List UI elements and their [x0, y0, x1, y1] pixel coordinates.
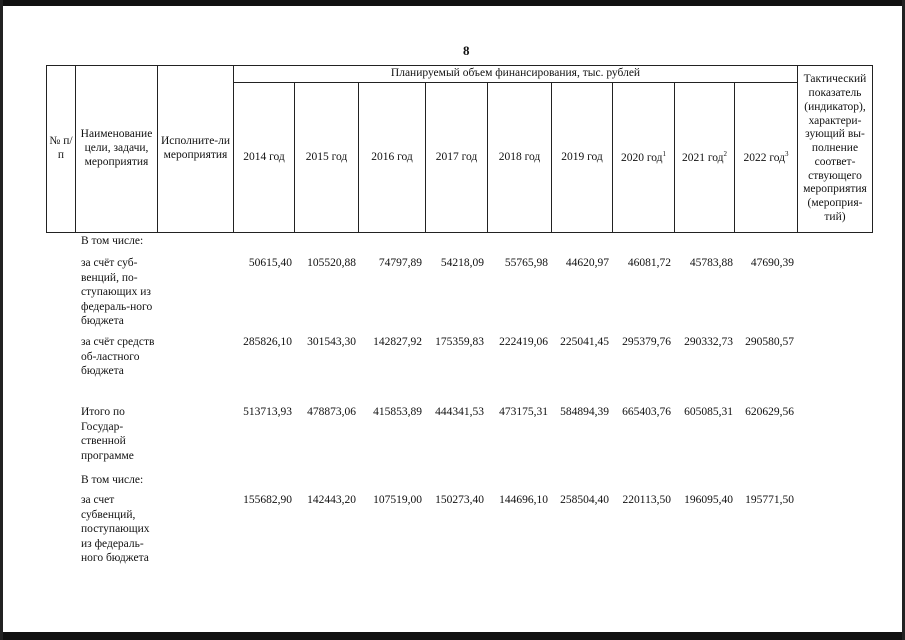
- row-value: 55765,98: [504, 257, 548, 269]
- row-value: 105520,88: [307, 257, 356, 269]
- row-value: 142827,92: [373, 336, 422, 348]
- row-value: 44620,97: [565, 257, 609, 269]
- year-label: 2019 год: [561, 150, 603, 163]
- header-table: [46, 65, 873, 233]
- year-label: 2018 год: [498, 150, 541, 163]
- scan-border-top: [0, 0, 905, 6]
- row-value: 290580,57: [745, 336, 794, 348]
- row-value: 513713,93: [243, 406, 292, 418]
- row-value: 473175,31: [499, 406, 548, 418]
- row-value: 258504,40: [560, 494, 609, 506]
- col-header-year: [234, 83, 295, 233]
- col-header-name: Наименование цели, задачи, мероприятия: [76, 66, 158, 233]
- row-value: 45783,88: [689, 257, 733, 269]
- scan-border-left: [0, 0, 3, 640]
- page-number: 8: [463, 43, 470, 58]
- row-value: 220113,50: [622, 494, 671, 506]
- row-value: 478873,06: [307, 406, 356, 418]
- row-value: 196095,40: [684, 494, 733, 506]
- row-value: 50615,40: [248, 257, 292, 269]
- year-label: 2022 год: [743, 151, 786, 164]
- year-label: 2020 год: [620, 151, 663, 164]
- row-value: 295379,76: [622, 336, 671, 348]
- row-value: 584894,39: [560, 406, 609, 418]
- row-value: 74797,89: [378, 257, 422, 269]
- row-value: 444341,53: [435, 406, 484, 418]
- col-header-year: [552, 83, 613, 233]
- col-header-year: [735, 83, 798, 233]
- row-name: за счет субвенций, поступающих из федераль-ного бюджета: [81, 494, 150, 564]
- col-header-indicator: Тактический показатель (индикатор), характери-зующий вы-полнение соответ-ствующего мероприятия (мероприя-тий): [798, 66, 873, 233]
- year-label: 2021 год: [681, 151, 724, 164]
- row-value: 285826,10: [243, 336, 292, 348]
- footnote-mark: 2: [723, 149, 728, 158]
- row-name: за счёт средств об-ластного бюджета: [81, 336, 155, 377]
- row-value: 195771,50: [745, 494, 794, 506]
- col-header-year: [488, 83, 552, 233]
- col-header-year: [613, 83, 675, 233]
- col-header-year: [295, 83, 359, 233]
- year-label: 2014 год: [243, 150, 285, 163]
- footnote-mark: 1: [662, 149, 667, 158]
- row-value: 290332,73: [684, 336, 733, 348]
- year-label: 2017 год: [435, 150, 478, 163]
- col-header-year: [359, 83, 426, 233]
- row-value: 47690,39: [750, 257, 794, 269]
- row-value: 605085,31: [684, 406, 733, 418]
- col-header-number: № п/п: [47, 66, 76, 233]
- row-value: 144696,10: [499, 494, 548, 506]
- row-name: В том числе:: [81, 474, 144, 486]
- row-value: 222419,06: [499, 336, 548, 348]
- row-name: за счёт суб-венций, по-ступающих из федераль-ного бюджета: [81, 257, 153, 327]
- row-value: 175359,83: [435, 336, 484, 348]
- row-value: 107519,00: [373, 494, 422, 506]
- year-label: 2015 год: [305, 150, 348, 163]
- col-header-executors: Исполните-ли мероприятия: [158, 66, 234, 233]
- row-value: 54218,09: [440, 257, 484, 269]
- footnote-mark: 3: [785, 149, 789, 158]
- row-value: 46081,72: [627, 257, 671, 269]
- row-value: 142443,20: [307, 494, 356, 506]
- row-value: 225041,45: [560, 336, 609, 348]
- row-value: 301543,30: [307, 336, 356, 348]
- row-value: 155682,90: [243, 494, 292, 506]
- year-label: 2016 год: [371, 150, 413, 163]
- row-value: 620629,56: [745, 406, 794, 418]
- col-header-year: [675, 83, 735, 233]
- scan-border-bottom: [0, 632, 905, 640]
- row-value: 665403,76: [622, 406, 671, 418]
- row-value: 415853,89: [373, 406, 422, 418]
- row-name: В том числе:: [81, 235, 144, 247]
- row-value: 150273,40: [435, 494, 484, 506]
- col-header-year: [426, 83, 488, 233]
- col-header-planned-funding: Планируемый объем финансирования, тыс. рублей: [234, 66, 798, 83]
- row-name: Итого по Государ-ственной программе: [81, 406, 134, 462]
